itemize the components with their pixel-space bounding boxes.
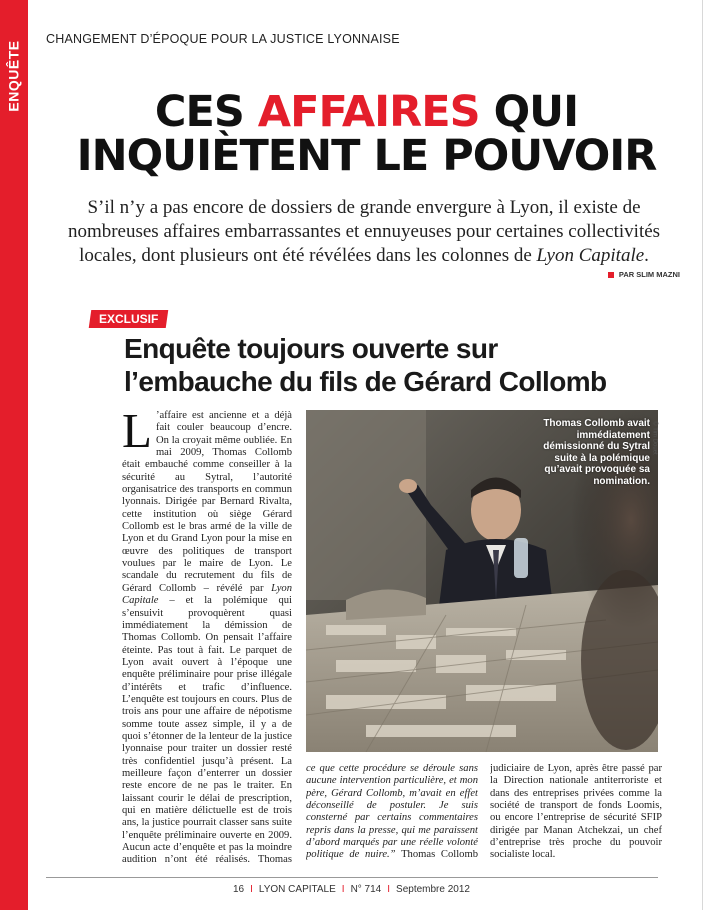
subhead-line2: l’embauche du fils de Gérard Collomb — [124, 366, 607, 397]
article-subhead — [124, 332, 684, 398]
footer-divider — [46, 877, 658, 878]
headline — [30, 87, 703, 181]
article-column-3: judiciaire de Lyon, après être passé par la Direction nationale antiterroriste et dans des entreprises privées comme la société de transport de fonds Loomis, ou encore l’entreprise de sécurité SFIP dirigée par Manan Atchekzai, un chef d’entreprise très proche du pouvoir socialiste local. — [490, 763, 662, 861]
page-footer: 16 I LYON CAPITALE I N° 714 I Septembre 2012 — [233, 884, 470, 895]
section-side-tab — [0, 0, 28, 910]
headline-line2: INQUIÈTENT LE POUVOIR — [76, 131, 657, 181]
headline-highlight: AFFAIRES — [257, 87, 480, 137]
drop-cap: L — [122, 410, 152, 458]
footer-date: Septembre 2012 — [396, 884, 470, 895]
lead-paragraph — [44, 196, 684, 268]
section-label: ENQUÊTE — [6, 40, 22, 112]
byline-text: PAR SLIM MAZNI — [618, 270, 680, 279]
footer-page-number: 16 — [233, 884, 245, 895]
photo-caption: Thomas Collomb avait immédiatement démissionné du Sytral suite à la polémique qu’avait provoquée sa nomination. — [543, 418, 650, 487]
byline — [608, 270, 680, 279]
headline-part2: QUI — [479, 87, 579, 137]
footer-publication: LYON CAPITALE — [258, 884, 336, 895]
lead-publication: Lyon Capitale — [536, 245, 645, 266]
subhead-line1: Enquête toujours ouverte sur — [124, 333, 498, 364]
headline-part1: CES — [154, 87, 258, 137]
kicker: CHANGEMENT D’ÉPOQUE POUR LA JUSTICE LYONNAISE — [46, 32, 400, 46]
byline-square-icon — [608, 272, 614, 278]
lead-text: S’il n’y a pas encore de dossiers de grande envergure à Lyon, il existe de nombreuses affaires embarrassantes et ennuyeuses pour certaines collectivités locales, dont plusieurs ont été révélées dans les colonnes de — [67, 197, 661, 266]
article-photo — [306, 410, 658, 752]
article-column-1: L ’affaire est ancienne et a déjà fait couler beaucoup d’encre. On la croyait même oubliée. En mai 2009, Thomas Collomb était embauché comme conseiller à la sécurité au Sytral, l’autorité organisatrice des transports en commun lyonnais. Dirigée par Bernard Rivalta, cette institution où siège Gérard Collomb est le bras armé de la ville de Lyon et du Grand Lyon pour la mise en œuvre des politiques de transport voulues par le maire de Lyon. Le scandale du recrutement du fils de Gérard Collomb – révélé par Lyon Capitale – et la polémique qui s’ensuivit provoquèrent quasi immédiatement la démission de Thomas Collomb. On pensait l’affaire éteinte. Pas tout à fait. Le parquet de Lyon avait ouvert à l’époque une enquête préliminaire pour prise illégale d’intérêts et trafic d’influence. L’enquête est toujours en cours. Plus de trois ans pour une affaire de népotisme somme toute assez simple, il y a de quoi s’étonner de la lenteur de la justice lyonnaise pour traiter un dossier resté très confidentiel jusqu’à présent. La meilleure façon d’enterrer un dossier reste encore de ne pas le traiter. En laissant courir le délai de prescription, qui en matière délictuelle est de trois ans, la justice pourrait classer sans suite l’enquête préliminaire ouverte en 2009. Aucun acte d’enquête et pas la moindre audition n’ont été réalisés. Thomas — [122, 410, 292, 865]
photo-credit: © Tim Douet — [651, 421, 658, 455]
lead-end: . — [644, 245, 649, 266]
article-column-2: ce que cette procédure se déroule sans aucune intervention particulière, et mon père, Gérard Collomb, m’avait en effet déconseillé de postuler. Je suis consterné par certains commentaires repris dans la presse, qui me paraissent d’abord marqués par une réelle volonté politique de nuire.” Thomas Collomb — [306, 763, 478, 861]
exclusive-tag: EXCLUSIF — [89, 310, 169, 328]
footer-issue: N° 714 — [350, 884, 382, 895]
